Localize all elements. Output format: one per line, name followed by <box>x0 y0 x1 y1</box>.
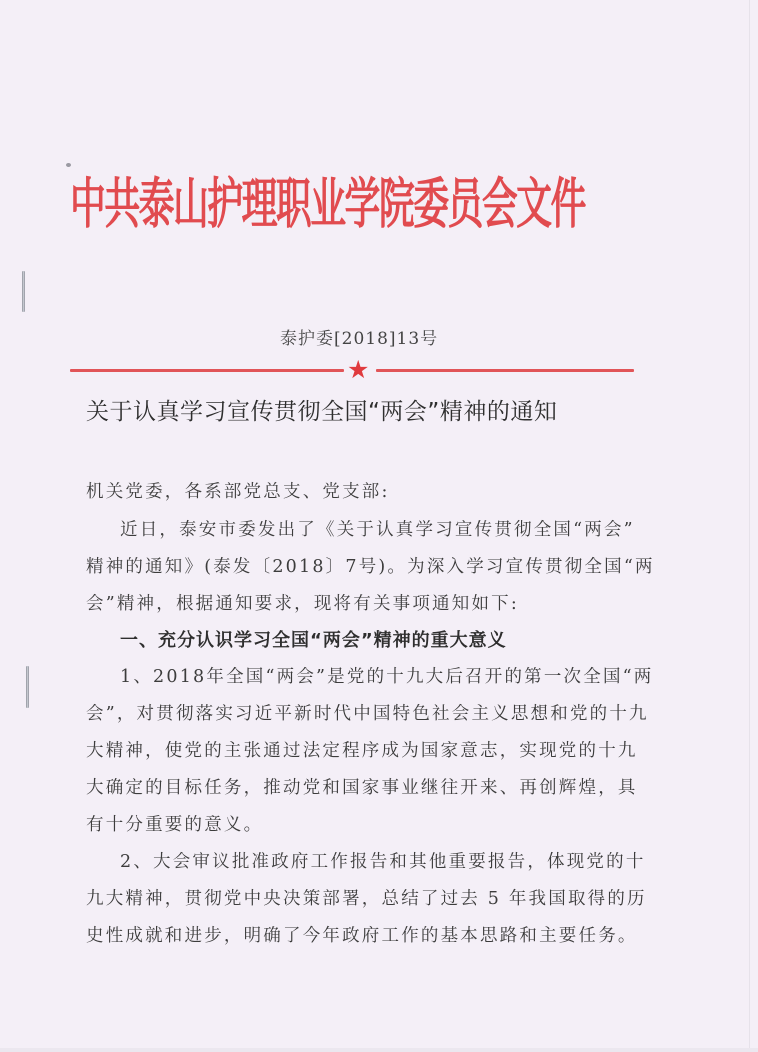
document-header-title: 中共泰山护理职业学院委员会文件 <box>70 171 585 236</box>
page-bottom-edge <box>0 1048 758 1052</box>
salutation: 机关党委，各系部党总支、党支部: <box>86 482 390 502</box>
intro-line-1: 近日，泰安市委发出了《关于认真学习宣传贯彻全国“两会” <box>120 520 635 540</box>
section-heading: 一、充分认识学习全国“两会”精神的重大意义 <box>120 630 507 651</box>
staple-top <box>22 271 25 312</box>
document-number: 泰护委[2018]13号 <box>280 329 439 349</box>
point-1-line-3: 大精神，使党的主张通过法定程序成为国家意志，实现党的十九 <box>86 741 638 761</box>
point-1-line-5: 有十分重要的意义。 <box>86 815 264 835</box>
intro-line-3: 会”精神，根据通知要求，现将有关事项通知如下: <box>86 594 519 614</box>
page-right-edge <box>749 0 750 1052</box>
point-1-line-2: 会”，对贯彻落实习近平新时代中国特色社会主义思想和党的十九 <box>86 704 649 724</box>
star-icon: ★ <box>347 355 370 384</box>
notice-title: 关于认真学习宣传贯彻全国“两会”精神的通知 <box>86 399 558 425</box>
staple-bottom <box>26 666 29 708</box>
point-1-line-4: 大确定的目标任务，推动党和国家事业继往开来、再创辉煌，具 <box>86 778 638 798</box>
header-separator-left <box>70 369 344 372</box>
punch-mark <box>66 163 71 167</box>
point-2-line-1: 2、大会审议批准政府工作报告和其他重要报告，体现党的十 <box>120 852 646 872</box>
intro-line-2: 精神的通知》(泰发〔2018〕7号)。为深入学习宣传贯彻全国“两 <box>86 557 655 577</box>
point-2-line-2: 九大精神，贯彻党中央决策部署，总结了过去 5 年我国取得的历 <box>86 889 647 909</box>
header-separator-right <box>376 369 634 372</box>
point-2-line-3: 史性成就和进步，明确了今年政府工作的基本思路和主要任务。 <box>86 926 638 946</box>
point-1-line-1: 1、2018年全国“两会”是党的十九大后召开的第一次全国“两 <box>120 667 654 687</box>
